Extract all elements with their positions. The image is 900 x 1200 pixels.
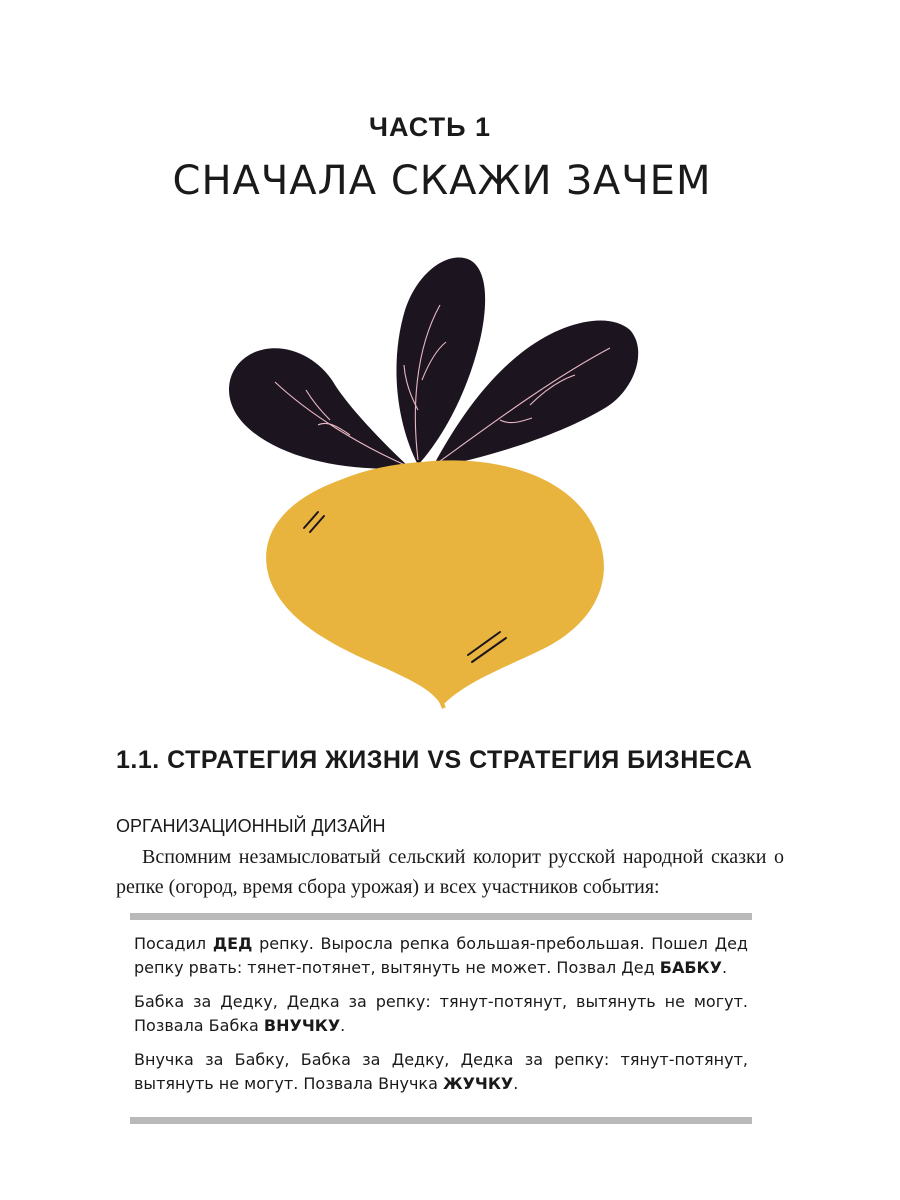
quote-bottom-rule bbox=[130, 1117, 752, 1124]
quote-paragraph: Внучка за Бабку, Бабка за Дедку, Дедка за репку: тянут-потянут, вытянуть не могут. Позвала Внучка ЖУЧКУ. bbox=[134, 1050, 748, 1093]
quote-top-rule bbox=[130, 913, 752, 920]
quote-emphasis: ДЕД bbox=[212, 934, 253, 953]
quote-block bbox=[134, 932, 748, 1106]
quote-emphasis: ЖУЧКУ bbox=[442, 1074, 514, 1093]
subsection-title: ОРГАНИЗАЦИОННЫЙ ДИЗАЙН bbox=[116, 816, 386, 836]
turnip-root bbox=[266, 460, 604, 706]
quote-paragraph: Посадил ДЕД репку. Выросла репка большая-пребольшая. Пошел Дед репку рвать: тянет-потянет, вытянуть не может. Позвал Дед БАБКУ. bbox=[134, 934, 748, 977]
quote-emphasis: БАБКУ bbox=[659, 958, 722, 977]
intro-paragraph: Вспомним незамысловатый сельский колорит русской народной сказки о репке (огород, время сбора урожая) и всех участников события: bbox=[116, 846, 784, 898]
part-title: СНАЧАЛА СКАЖИ ЗАЧЕМ bbox=[172, 158, 712, 204]
section-title: 1.1. СТРАТЕГИЯ ЖИЗНИ VS СТРАТЕГИЯ БИЗНЕСА bbox=[116, 746, 753, 774]
turnip-icon bbox=[200, 250, 660, 720]
part-label: ЧАСТЬ 1 bbox=[368, 112, 492, 142]
quote-paragraph: Бабка за Дедку, Дедка за репку: тянут-потянут, вытянуть не могут. Позвала Бабка ВНУЧКУ. bbox=[134, 992, 748, 1035]
quote-emphasis: ВНУЧКУ bbox=[263, 1016, 341, 1035]
